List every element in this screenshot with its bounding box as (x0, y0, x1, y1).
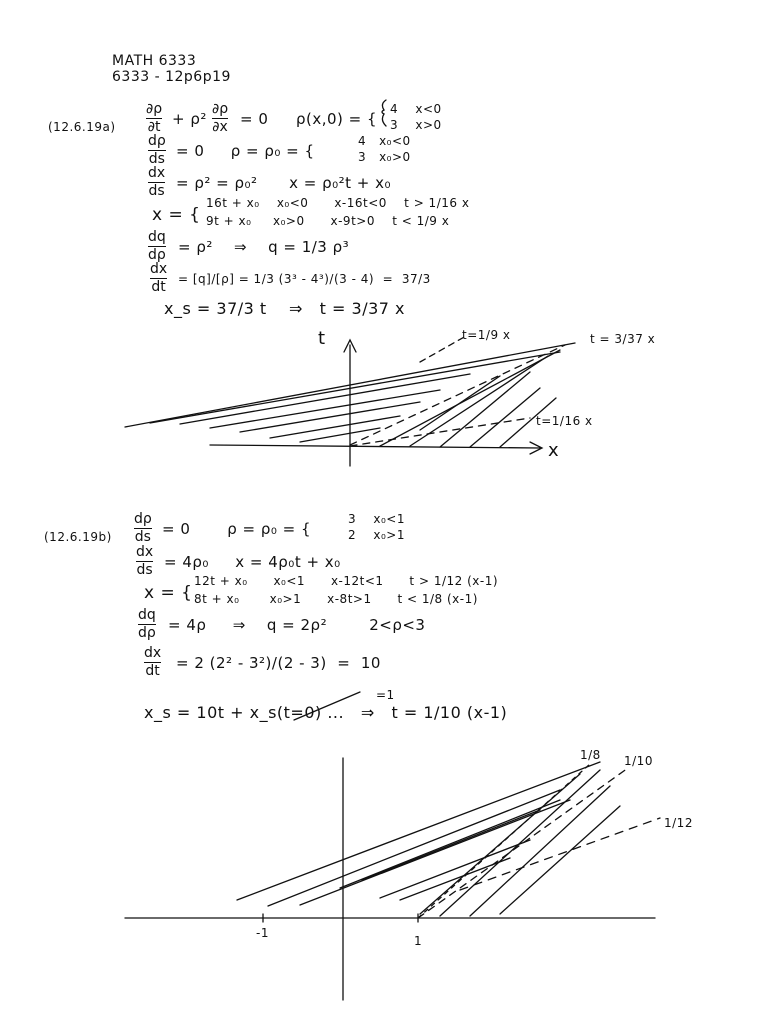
pde-den-t: ∂t (147, 119, 161, 135)
frac-drho-num: dρ (148, 133, 166, 149)
plot-a-char-left (300, 428, 380, 442)
shock-speed-eq: = [q]/[ρ] = 1/3 (3³ - 4³)/(3 - 4) = 37/3 (178, 272, 431, 286)
plot-b-char-right (500, 806, 620, 914)
plot-a-x-axis (210, 445, 540, 448)
plot-b-dashed-1-12 (460, 818, 660, 890)
char-x-case-1: 16t + x₀ x₀<0 x-16t<0 t > 1/16 x (206, 196, 470, 210)
plot-b-char-left (340, 800, 560, 888)
plot-b-label-1-12: 1/12 (664, 816, 693, 830)
b-frac-dq-den: dρ (138, 625, 156, 641)
pde-den-x: ∂x (212, 119, 228, 135)
plot-a-char-right (380, 350, 560, 446)
plot-b-char-right (470, 786, 610, 916)
frac-dx-den: ds (148, 183, 165, 199)
pde-mid: + ρ² (172, 110, 207, 128)
plot-a-label-3-37: t = 3/37 x (590, 332, 656, 346)
frac-drho-den: ds (148, 151, 165, 167)
b-shock-path-eq: x_s = 10t + x_s(t=0) ... ⇒ t = 1/10 (x-1) (144, 703, 508, 722)
plot-b-label-1-8: 1/8 (580, 748, 601, 762)
b-frac-dxs-den: dt (145, 663, 160, 679)
pde-rhs: = 0 (240, 110, 269, 128)
char-rho-eq: = 0 ρ = ρ₀ = { (176, 142, 315, 160)
plot-a-char-right (500, 398, 556, 447)
plot-a-char-left (270, 416, 400, 438)
pde-num-t: ∂ρ (146, 101, 163, 117)
b-frac-dx-num: dx (136, 544, 154, 560)
course-title: MATH 6333 (112, 53, 197, 69)
b-shock-init-note: =1 (376, 688, 395, 702)
plot-a-char-right (440, 372, 530, 447)
plot-a-char-right (420, 376, 500, 430)
b-rho-case-2: 2 x₀>1 (348, 528, 405, 542)
plot-a-t-label: t (318, 328, 326, 349)
b-frac-dxs-num: dx (144, 645, 162, 661)
shock-path-eq: x_s = 37/3 t ⇒ t = 3/37 x (164, 299, 406, 318)
plot-a-char-left (180, 374, 470, 424)
problem-label-b: (12.6.19b) (44, 530, 112, 544)
problem-label-a: (12.6.19a) (48, 120, 116, 134)
char-x-piecewise: x = { (152, 205, 201, 225)
frac-dq-num: dq (148, 229, 166, 245)
b-shock-speed-eq: = 2 (2² - 3²)/(2 - 3) = 10 (176, 654, 381, 672)
b-frac-dq-num: dq (138, 607, 156, 623)
b-rho-case-1: 3 x₀<1 (348, 512, 405, 526)
init-brace (382, 100, 386, 126)
init-case-1: 4 x<0 (390, 102, 442, 116)
plot-a-label-1-16: t=1/16 x (536, 414, 593, 428)
frac-dxs-den: dt (151, 279, 166, 295)
plot-a-dashed-1-9 (350, 345, 565, 445)
plot-b (125, 758, 660, 1000)
plot-b-char-left (237, 762, 600, 900)
flux-eq: = ρ² ⇒ q = 1/3 ρ³ (178, 238, 350, 256)
plot-b-label-1-10: 1/10 (624, 754, 653, 768)
frac-dxs-num: dx (150, 261, 168, 277)
plot-a-label-1-9: t=1/9 x (462, 328, 511, 342)
b-frac-drho-den: ds (134, 529, 151, 545)
assignment-id: 6333 - 12p6p19 (112, 69, 231, 85)
plot-a-dashed-label (420, 336, 466, 362)
char-rho-case-2: 3 x₀>0 (358, 150, 411, 164)
b-frac-drho-num: dρ (134, 511, 152, 527)
initial-condition: ρ(x,0) = { (296, 110, 378, 128)
b-char-rho-eq: = 0 ρ = ρ₀ = { (162, 520, 312, 538)
init-case-2: 3 x>0 (390, 118, 442, 132)
b-flux-eq: = 4ρ ⇒ q = 2ρ² 2<ρ<3 (168, 616, 426, 634)
frac-dx-num: dx (148, 165, 166, 181)
plot-a (125, 336, 575, 466)
b-frac-dx-den: ds (136, 562, 153, 578)
b-char-x-piecewise: x = { (144, 583, 193, 603)
plot-b-tick-one: 1 (414, 934, 423, 948)
char-x-eq: = ρ² = ρ₀² x = ρ₀²t + x₀ (176, 174, 392, 192)
plot-a-char-left (210, 390, 440, 428)
char-rho-case-1: 4 x₀<0 (358, 134, 411, 148)
plot-b-char-left (300, 800, 570, 905)
plot-b-char-left (362, 810, 540, 880)
plot-b-tick-neg-one: -1 (256, 926, 269, 940)
b-x-case-2: 8t + x₀ x₀>1 x-8t>1 t < 1/8 (x-1) (194, 592, 478, 606)
b-char-x-eq: = 4ρ₀ x = 4ρ₀t + x₀ (164, 553, 341, 571)
plot-b-char-left (380, 840, 530, 898)
char-x-case-2: 9t + x₀ x₀>0 x-9t>0 t < 1/9 x (206, 214, 450, 228)
b-x-case-1: 12t + x₀ x₀<1 x-12t<1 t > 1/12 (x-1) (194, 574, 499, 588)
plot-a-x-label: x (548, 440, 560, 461)
strike-through-mark (294, 692, 360, 720)
frac-dq-den: dρ (148, 247, 166, 263)
pde-num-x: ∂ρ (212, 101, 229, 117)
